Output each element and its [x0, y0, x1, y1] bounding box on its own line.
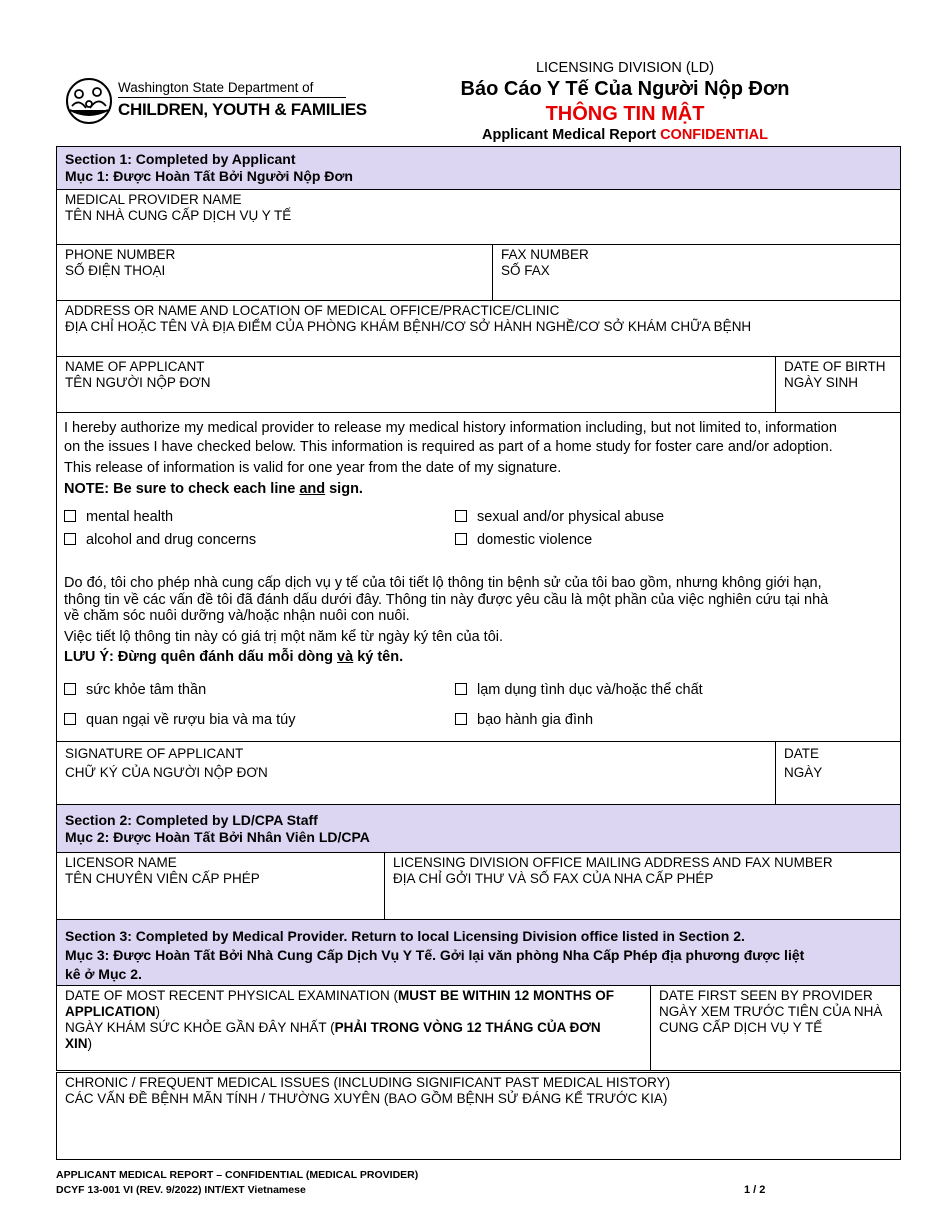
confidential-english: CONFIDENTIAL [660, 127, 768, 143]
checkbox-label: bạo hành gia đình [477, 712, 594, 728]
field-label: LICENSING DIVISION OFFICE MAILING ADDRESS AND FAX NUMBER [393, 855, 833, 870]
field-label: DATE OF BIRTH [784, 359, 886, 374]
field-label: FAX NUMBER [501, 247, 589, 262]
paragraph-line: thông tin về các vấn đề tôi đã đánh dấu dưới đây. Thông tin này được yêu cầu là một phần của việc nghiên cứu tại nhà [64, 591, 829, 608]
paragraph-line: về chăm sóc nuôi dưỡng và/hoặc nhận nuôi con nuôi. [64, 608, 410, 624]
field-label: LICENSOR NAME [65, 855, 177, 870]
fax-number-field[interactable] [492, 244, 901, 301]
checkbox-icon[interactable] [64, 510, 76, 522]
checkbox-label: domestic violence [477, 532, 593, 548]
agency-name-line1: Washington State Department of [118, 80, 314, 95]
checkbox-icon[interactable] [64, 533, 76, 545]
note-text: ký tên. [353, 649, 404, 665]
checkbox-icon[interactable] [64, 713, 76, 725]
exam-label-vi [65, 1020, 650, 1052]
field-label: ADDRESS OR NAME AND LOCATION OF MEDICAL OFFICE/PRACTICE/CLINIC [65, 303, 560, 318]
field-label: DATE FIRST SEEN BY PROVIDER [659, 988, 873, 1003]
checkbox-label: sức khỏe tâm thần [86, 682, 207, 698]
first-seen-date-field[interactable] [650, 985, 901, 1071]
note-en [64, 480, 894, 499]
checkbox-icon[interactable] [455, 683, 467, 695]
checkbox-alcohol-drug[interactable] [64, 532, 256, 548]
field-label: MEDICAL PROVIDER NAME [65, 192, 242, 207]
paragraph-line: This release of information is valid for one year from the date of my signature. [64, 460, 562, 476]
phone-number-field[interactable] [56, 244, 493, 301]
checkbox-icon[interactable] [455, 533, 467, 545]
chronic-medical-issues-field[interactable] [56, 1072, 901, 1160]
field-label: ĐỊA CHỈ GỞI THƯ VÀ SỐ FAX CỦA NHA CẤP PHÉP [393, 871, 714, 886]
checkbox-label: quan ngại về rượu bia và ma túy [86, 712, 296, 728]
section2-heading-vi: Mục 2: Được Hoàn Tất Bởi Nhân Viên LD/CPA [65, 829, 370, 845]
section3-heading-en: Section 3: Completed by Medical Provider. Return to local Licensing Division office listed in Section 2. [65, 928, 745, 944]
field-label: CÁC VẤN ĐỀ BỆNH MÃN TÍNH / THƯỜNG XUYÊN (BAO GỒM BỆNH SỬ ĐÁNG KỂ TRƯỚC KIA) [65, 1091, 668, 1106]
field-label: NGÀY [784, 765, 823, 780]
checkbox-abuse-vi[interactable] [455, 682, 703, 698]
field-label: SỐ ĐIỆN THOẠI [65, 263, 166, 278]
field-label-bold: APPLICATION [65, 1004, 156, 1019]
title-english-text: Applicant Medical Report [482, 127, 657, 143]
field-label: PHONE NUMBER [65, 247, 176, 262]
authorization-text-vi [64, 575, 894, 666]
applicant-signature-field[interactable] [56, 741, 776, 805]
field-label: CUNG CẤP DỊCH VỤ Y TẾ [659, 1020, 823, 1035]
field-label: CHỮ KÝ CỦA NGƯỜI NỘP ĐƠN [65, 765, 268, 780]
agency-name-line2: CHILDREN, YOUTH & FAMILIES [118, 100, 367, 119]
checkbox-alcohol-drug-vi[interactable] [64, 712, 295, 728]
authorization-text-en [64, 419, 894, 499]
section3-heading [56, 919, 901, 986]
field-label: SIGNATURE OF APPLICANT [65, 746, 244, 761]
field-label: NAME OF APPLICANT [65, 359, 205, 374]
signature-date-field[interactable] [775, 741, 901, 805]
section2-heading-en: Section 2: Completed by LD/CPA Staff [65, 812, 318, 828]
applicant-name-field[interactable] [56, 356, 776, 413]
section1-heading-en: Section 1: Completed by Applicant [65, 151, 296, 167]
section1-heading-vi: Mục 1: Được Hoàn Tất Bởi Người Nộp Đơn [65, 168, 353, 184]
section2-heading [56, 804, 901, 853]
note-underline: and [299, 481, 326, 497]
checkbox-icon[interactable] [455, 510, 467, 522]
field-label: ) [87, 1036, 93, 1051]
medical-provider-name-field[interactable] [56, 189, 901, 245]
note-text: LƯU Ý: Đừng quên đánh dấu mỗi dòng [64, 649, 338, 665]
field-label: NGÀY XEM TRƯỚC TIÊN CỦA NHÀ [659, 1004, 883, 1019]
division-label: LICENSING DIVISION (LD) [535, 60, 715, 76]
field-label: SỐ FAX [501, 263, 550, 278]
checkbox-domestic-violence-vi[interactable] [455, 712, 593, 728]
paragraph-line: on the issues I have checked below. This information is required as part of a home study for foster care and/or adoption. [64, 439, 833, 455]
checkbox-icon[interactable] [64, 683, 76, 695]
checkbox-label: sexual and/or physical abuse [477, 509, 665, 525]
paragraph-line: I hereby authorize my medical provider to release my medical history information including, but not limited to, information [64, 420, 837, 436]
field-label: DATE OF MOST RECENT PHYSICAL EXAMINATION ( [65, 988, 399, 1003]
section3-heading-vi-1: Mục 3: Được Hoàn Tất Bởi Nhà Cung Cấp Dịch Vụ Y Tế. Gởi lại văn phòng Nha Cấp Phép địa phương được liệt [65, 947, 805, 963]
family-logo-icon [64, 76, 114, 126]
checkbox-label: lạm dụng tình dục và/hoặc thể chất [477, 682, 703, 698]
field-label: CHRONIC / FREQUENT MEDICAL ISSUES (INCLUDING SIGNIFICANT PAST MEDICAL HISTORY) [65, 1075, 671, 1090]
paragraph-line: Việc tiết lộ thông tin này có giá trị một năm kể từ ngày ký tên của tôi. [64, 628, 504, 645]
field-label-bold: MUST BE WITHIN 12 MONTHS OF [398, 988, 615, 1003]
title-vietnamese: Báo Cáo Y Tế Của Người Nộp Đơn [460, 78, 790, 100]
licensor-name-field[interactable] [56, 852, 385, 920]
date-of-birth-field[interactable] [775, 356, 901, 413]
field-label: TÊN NHÀ CUNG CẤP DỊCH VỤ Y TẾ [65, 208, 292, 223]
field-label: DATE [784, 746, 820, 761]
field-label: TÊN CHUYÊN VIÊN CẤP PHÉP [65, 871, 260, 886]
recent-exam-date-field[interactable] [56, 985, 651, 1071]
footer-form-number: DCYF 13-001 VI (REV. 9/2022) INT/EXT Vietnamese [56, 1184, 306, 1196]
field-label: NGÀY KHÁM SỨC KHỎE GẦN ĐÂY NHẤT ( [65, 1020, 335, 1035]
field-label-bold: XIN [65, 1036, 88, 1051]
checkbox-domestic-violence[interactable] [455, 532, 592, 548]
medical-office-address-field[interactable] [56, 300, 901, 357]
checkbox-abuse[interactable] [455, 509, 664, 525]
licensing-office-address-field[interactable] [384, 852, 901, 920]
field-label-bold: PHẢI TRONG VÒNG 12 THÁNG CỦA ĐƠN [334, 1020, 601, 1035]
field-label: ) [155, 1004, 160, 1019]
confidential-vietnamese: THÔNG TIN MẬT [545, 103, 705, 125]
page-number: 1 / 2 [744, 1184, 766, 1196]
field-label: TÊN NGƯỜI NỘP ĐƠN [65, 375, 211, 390]
checkbox-label: mental health [86, 509, 174, 525]
field-label: NGÀY SINH [784, 375, 859, 390]
checkbox-mental-health-vi[interactable] [64, 682, 206, 698]
dcyf-logo [64, 76, 367, 128]
exam-label-en [65, 988, 650, 1020]
note-text: sign. [325, 481, 363, 497]
title-english [360, 127, 890, 143]
section3-heading-vi-2: kê ở Mục 2. [65, 966, 142, 982]
field-label: ĐỊA CHỈ HOẶC TÊN VÀ ĐỊA ĐIỂM CỦA PHÒNG KHÁM BỆNH/CƠ SỞ HÀNH NGHỀ/CƠ SỞ KHÁM CHỮA BỆNH [65, 319, 752, 334]
checkbox-mental-health[interactable] [64, 509, 173, 525]
footer-form-title: APPLICANT MEDICAL REPORT – CONFIDENTIAL (MEDICAL PROVIDER) [56, 1169, 419, 1181]
note-underline: và [337, 649, 354, 665]
checkbox-icon[interactable] [455, 713, 467, 725]
checkbox-label: alcohol and drug concerns [86, 532, 257, 548]
note-text: NOTE: Be sure to check each line [64, 481, 300, 497]
paragraph-line: Do đó, tôi cho phép nhà cung cấp dịch vụ y tế của tôi tiết lộ thông tin bệnh sử của tôi bao gồm, nhưng không giới hạn, [64, 575, 822, 591]
section1-heading [56, 146, 901, 190]
note-vi [64, 649, 894, 666]
